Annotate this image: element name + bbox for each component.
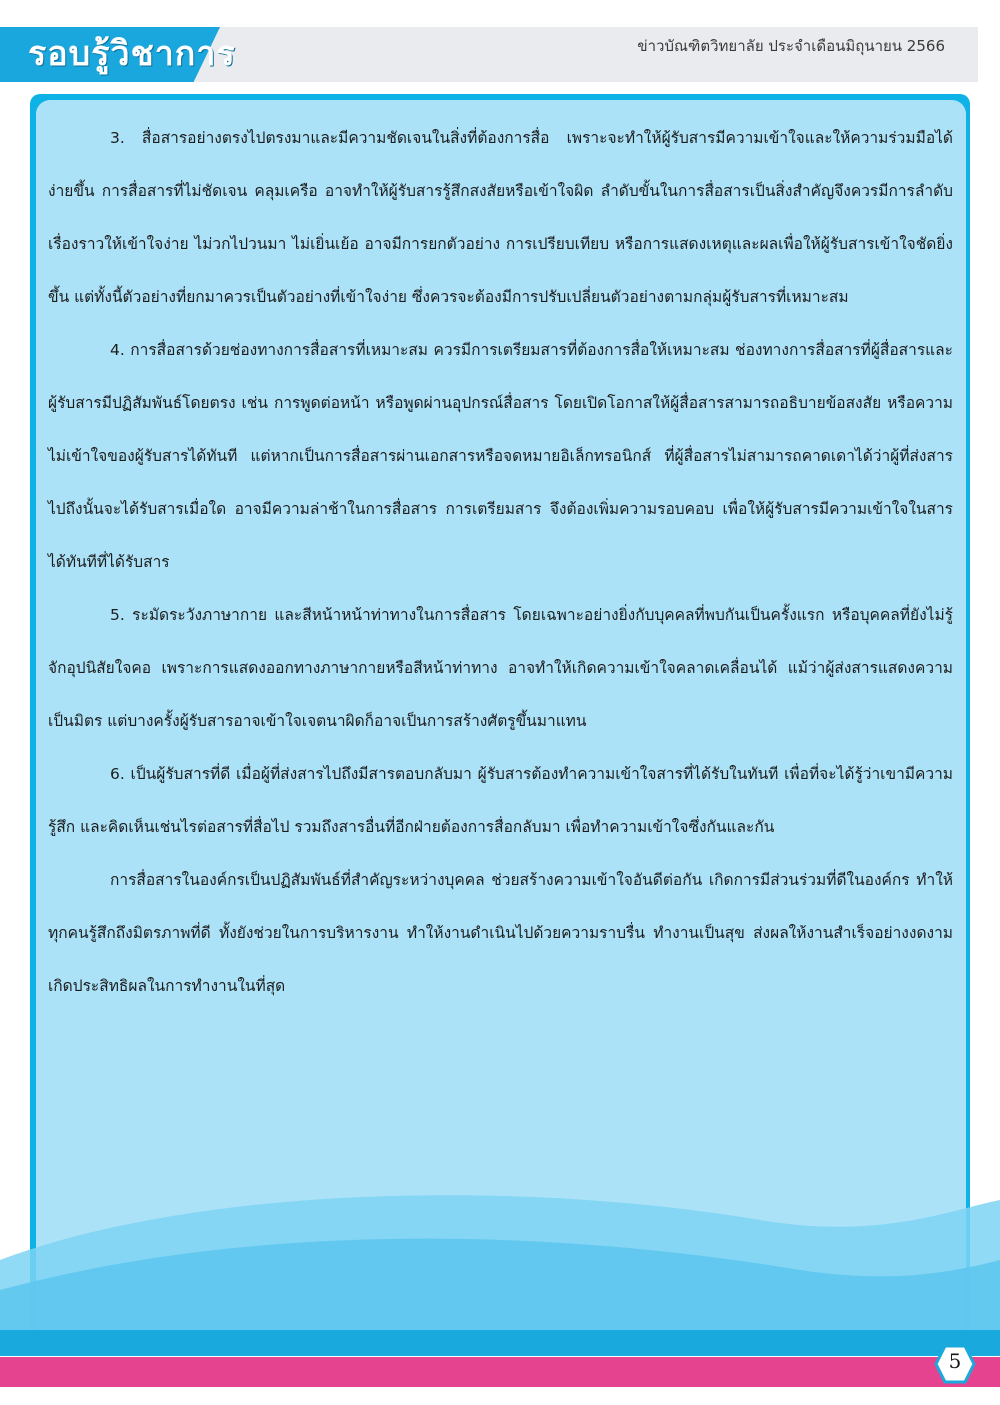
page-number: 5 bbox=[948, 1349, 962, 1373]
paragraph-item-3: 3. สื่อสารอย่างตรงไปตรงมาและมีความชัดเจนในสิ่งที่ต้องการสื่อ เพราะจะทำให้ผู้รับสารมีความเข้าใจและให้ความร่วมมือได้ง่ายขึ้น การสื่อสารที่ไม่ชัดเจน คลุมเครือ อาจทำให้ผู้รับสารรู้สึกสงสัยหรือเข้าใจผิด ลำดับขั้นในการสื่อสารเป็นสิ่งสำคัญจึงควรมีการลำดับเรื่องราวให้เข้าใจง่าย ไม่วกไปวนมา ไม่เยิ่นเย้อ อาจมีการยกตัวอย่าง การเปรียบเทียบ หรือการแสดงเหตุและผลเพื่อให้ผู้รับสารเข้าใจชัดยิ่งขึ้น แต่ทั้งนี้ตัวอย่างที่ยกมาควรเป็นตัวอย่างที่เข้าใจง่าย ซึ่งควรจะต้องมีการปรับเปลี่ยนตัวอย่างตามกลุ่มผู้รับสารที่เหมาะสม bbox=[48, 129, 953, 306]
footer-band-pink bbox=[0, 1357, 1000, 1387]
footer-band-blue bbox=[0, 1330, 1000, 1356]
article-body bbox=[48, 112, 953, 1013]
issue-line: ข่าวบัณฑิตวิทยาลัย ประจำเดือนมิถุนายน 2566 bbox=[637, 37, 945, 55]
paragraph-item-5: 5. ระมัดระวังภาษากาย และสีหน้าหน้าท่าทางในการสื่อสาร โดยเฉพาะอย่างยิ่งกับบุคคลที่พบกันเป็นครั้งแรก หรือบุคคลที่ยังไม่รู้จักอุปนิสัยใจคอ เพราะการแสดงออกทางภาษากายหรือสีหน้าท่าทาง อาจทำให้เกิดความเข้าใจคลาดเคลื่อนได้ แม้ว่าผู้ส่งสารแสดงความเป็นมิตร แต่บางครั้งผู้รับสารอาจเข้าใจเจตนาผิดก็อาจเป็นการสร้างศัตรูขึ้นมาแทน bbox=[48, 606, 953, 730]
paragraph-conclusion: การสื่อสารในองค์กรเป็นปฏิสัมพันธ์ที่สำคัญระหว่างบุคคล ช่วยสร้างความเข้าใจอันดีต่อกัน เกิดการมีส่วนร่วมที่ดีในองค์กร ทำให้ทุกคนรู้สึกถึงมิตรภาพที่ดี ทั้งยังช่วยในการบริหารงาน ทำให้งานดำเนินไปด้วยความราบรื่น ทำงานเป็นสุข ส่งผลให้งานสำเร็จอย่างงดงาม เกิดประสิทธิผลในการทำงานในที่สุด bbox=[48, 871, 953, 995]
decorative-wave bbox=[0, 1180, 1000, 1340]
section-title: รอบรู้วิชาการ bbox=[28, 34, 236, 74]
paragraph-item-4: 4. การสื่อสารด้วยช่องทางการสื่อสารที่เหมาะสม ควรมีการเตรียมสารที่ต้องการสื่อให้เหมาะสม ช่องทางการสื่อสารที่ผู้สื่อสารและผู้รับสารมีปฏิสัมพันธ์โดยตรง เช่น การพูดต่อหน้า หรือพูดผ่านอุปกรณ์สื่อสาร โดยเปิดโอกาสให้ผู้สื่อสารสามารถอธิบายข้อสงสัย หรือความไม่เข้าใจของผู้รับสารได้ทันที แต่หากเป็นการสื่อสารผ่านเอกสารหรือจดหมายอิเล็กทรอนิกส์ ที่ผู้สื่อสารไม่สามารถคาดเดาได้ว่าผู้ที่ส่งสารไปถึงนั้นจะได้รับสารเมื่อใด อาจมีความล่าช้าในการสื่อสาร การเตรียมสาร จึงต้องเพิ่มความรอบคอบ เพื่อให้ผู้รับสารมีความเข้าใจในสารได้ทันทีที่ได้รับสาร bbox=[48, 341, 953, 571]
paragraph-item-6: 6. เป็นผู้รับสารที่ดี เมื่อผู้ที่ส่งสารไปถึงมีสารตอบกลับมา ผู้รับสารต้องทำความเข้าใจสารที่ได้รับในทันที เพื่อที่จะได้รู้ว่าเขามีความรู้สึก และคิดเห็นเช่นไรต่อสารที่สื่อไป รวมถึงสารอื่นที่อีกฝ่ายต้องการสื่อกลับมา เพื่อทำความเข้าใจซึ่งกันและกัน bbox=[48, 765, 953, 836]
